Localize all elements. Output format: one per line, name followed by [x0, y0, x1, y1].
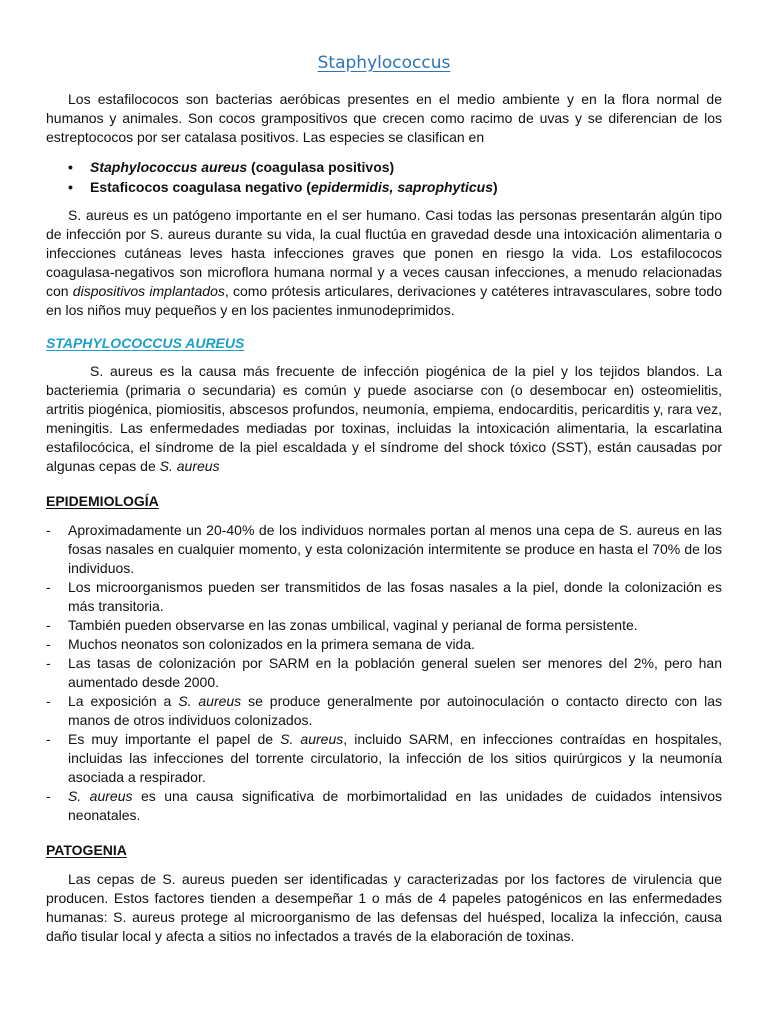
document-title: Staphylococcus	[317, 53, 451, 73]
list-item-text: También pueden observarse en las zonas umbilical, vaginal y perianal de forma persistente.	[68, 617, 638, 633]
overview-emphasis: dispositivos implantados	[72, 283, 225, 299]
list-item	[46, 787, 722, 825]
dash-icon: -	[46, 655, 51, 671]
list-item-text: Muchos neonatos son colonizados en la primera semana de vida.	[68, 636, 476, 652]
section-heading-epidemiologia: EPIDEMIOLOGÍA	[46, 493, 159, 509]
list-item	[68, 177, 722, 197]
bullet-icon: •	[68, 179, 73, 195]
species-detail: epidermidis, saprophyticus	[310, 179, 494, 195]
list-item	[46, 578, 722, 616]
aureus-emphasis: S. aureus	[159, 458, 220, 474]
list-item-text-end: se produce generalmente por autoinoculación o contacto directo con las manos de otros individuos colonizados.	[68, 693, 722, 728]
list-item-text-end: , incluido SARM, en infecciones contraídas en hospitales, incluidas las infecciones del torrente circulatorio, la infección de los sitios quirúrgicos y la neumonía asociada a respirador.	[68, 731, 722, 785]
intro-paragraph: Los estafilococos son bacterias aeróbicas presentes en el medio ambiente y en la flora normal de humanos y animales. Son cocos grampositivos que crecen como racimo de uvas y se diferencian de los estreptococos por ser catalasa positivos. Las especies se clasifican en	[46, 91, 722, 145]
dash-icon: -	[46, 788, 51, 804]
list-item-emphasis: S. aureus	[280, 731, 344, 747]
dash-icon: -	[46, 579, 51, 595]
species-name: Staphylococcus aureus	[90, 159, 248, 175]
overview-paragraph	[46, 206, 722, 320]
epidemiologia-list	[46, 521, 722, 825]
list-item-text: Las tasas de colonización por SARM en la población general suelen ser menores del 2%, pero han aumentado desde 2000.	[68, 655, 722, 690]
patogenia-paragraph: Las cepas de S. aureus pueden ser identificadas y caracterizadas por los factores de virulencia que producen. Estos factores tienden a desempeñar 1 o más de 4 papeles patogénicos en las enfermedades humanas: S. aureus protege al microorganismo de las defensas del huésped, localiza la infección, causa daño tisular local y afecta a sitios no infectados a través de la elaboración de toxinas.	[46, 871, 722, 944]
overview-text: S. aureus es un patógeno importante en el ser humano. Casi todas las personas presentarán algún tipo de infección por S. aureus durante su vida, la cual fluctúa en gravedad desde una intoxicación alimentaria o infecciones cutáneas leves hasta infecciones graves que ponen en riesgo la vida. Los estafilococos coagulasa-negativos son microflora humana normal y a veces causan infecciones, a menudo relacionadas con	[46, 207, 722, 299]
species-list	[46, 157, 722, 197]
list-item-emphasis: S. aureus	[68, 788, 133, 804]
section-heading-aureus: STAPHYLOCOCCUS AUREUS	[46, 335, 245, 351]
species-name: Estaficocos coagulasa negativo (	[90, 179, 311, 195]
species-detail: (coagulasa positivos)	[247, 159, 395, 175]
list-item-text-end: es una causa significativa de morbimortalidad en las unidades de cuidados intensivos neonatales.	[68, 788, 722, 823]
list-item	[46, 730, 722, 787]
section-heading-patogenia: PATOGENIA	[46, 842, 127, 858]
list-item-text: Aproximadamente un 20-40% de los individuos normales portan al menos una cepa de S. aureus en las fosas nasales en cualquier momento, y esta colonización intermitente se produce en hasta el 70% de los individuos.	[68, 522, 722, 576]
list-item-text: La exposición a	[68, 693, 179, 709]
overview-text-end: , como prótesis articulares, derivaciones y catéteres intravasculares, sobre todo en los niños muy pequeños y en los pacientes inmunodeprimidos.	[46, 283, 722, 318]
list-item	[68, 157, 722, 177]
list-item-text: Los microorganismos pueden ser transmitidos de las fosas nasales a la piel, donde la colonización es más transitoria.	[68, 579, 722, 614]
dash-icon: -	[46, 617, 51, 633]
list-item-text: Es muy importante el papel de	[68, 731, 281, 747]
list-item	[46, 692, 722, 730]
list-item	[46, 654, 722, 692]
list-item-emphasis: S. aureus	[178, 693, 242, 709]
species-close: )	[493, 179, 498, 195]
list-item	[46, 616, 722, 635]
list-item	[46, 635, 722, 654]
bullet-icon: •	[68, 159, 73, 175]
list-item	[46, 521, 722, 578]
dash-icon: -	[46, 636, 51, 652]
aureus-paragraph	[46, 362, 722, 476]
dash-icon: -	[46, 731, 51, 747]
aureus-text: S. aureus es la causa más frecuente de infección piogénica de la piel y los tejidos blandos. La bacteriemia (primaria o secundaria) es común y puede asociarse con (o desembocar en) osteomielitis, artritis piogénica, piomiositis, abscesos profundos, neumonía, empiema, endocarditis, pericarditis y, rara vez, meningitis. Las enfermedades mediadas por toxinas, incluidas la intoxicación alimentaria, la escarlatina estafilocócica, el síndrome de la piel escaldada y el síndrome del shock tóxico (SST), están causadas por algunas cepas de	[46, 363, 722, 474]
dash-icon: -	[46, 522, 51, 538]
dash-icon: -	[46, 693, 51, 709]
